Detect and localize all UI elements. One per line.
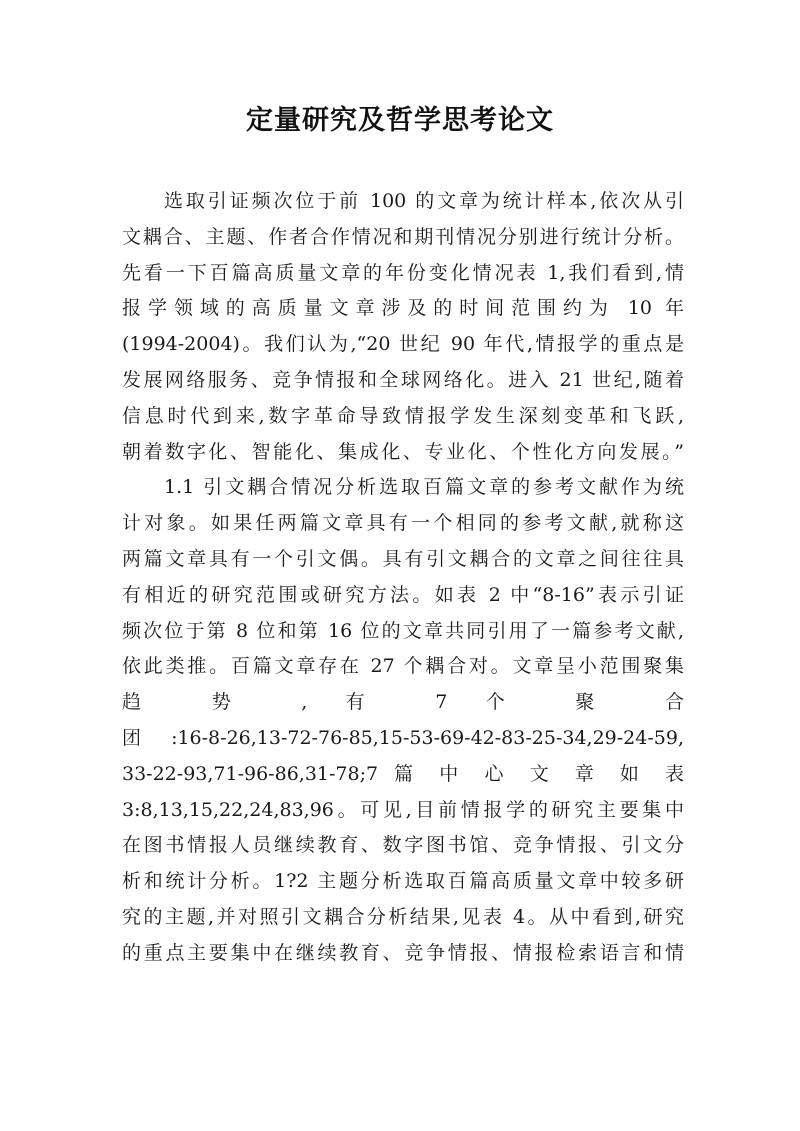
text-line: 发展网络服务、竞争情报和全球网络化。进入 21 世纪,随着 — [122, 368, 684, 391]
text-line: 3:8,13,15,22,24,83,96。可见,目前情报学的研究主要集中 — [122, 798, 684, 821]
text-line: 选取引证频次位于前 100 的文章为统计样本,依次从引 — [164, 190, 684, 212]
text-line: 报学领域的高质量文章涉及的时间范围约为 10 年 — [122, 297, 684, 320]
text-line: 信息时代到来,数字革命导致情报学发生深刻变革和飞跃, — [122, 404, 684, 427]
document-title: 定量研究及哲学思考论文 — [246, 105, 554, 136]
text-line: 朝着数字化、智能化、集成化、专业化、个性化方向发展。” — [122, 440, 684, 463]
text-line: 先看一下百篇高质量文章的年份变化情况表 1,我们看到,情 — [122, 261, 684, 284]
text-line: 33-22-93,71-96-86,31-78;7 篇 中 心 文 章 如 表 — [122, 762, 684, 785]
text-line: 的重点主要集中在继续教育、竞争情报、情报检索语言和情 — [122, 941, 684, 964]
text-line: 有相近的研究范围或研究方法。如表 2 中“8-16”表示引证 — [122, 583, 684, 606]
text-line: 文耦合、主题、作者合作情况和期刊情况分别进行统计分析。 — [122, 225, 684, 248]
text-line: 依此类推。百篇文章存在 27 个耦合对。文章呈小范围聚集 — [122, 655, 684, 678]
text-line: 团:16-8-26,13-72-76-85,15-53-69-42-83-25-34,29-24-59, — [122, 726, 684, 749]
document-body — [122, 184, 684, 972]
text-line: (1994-2004)。我们认为,“20 世纪 90 年代,情报学的重点是 — [122, 333, 684, 356]
text-line: 频次位于第 8 位和第 16 位的文章共同引用了一篇参考文献, — [122, 619, 684, 642]
text-line: 趋 势 , 有 7 个 聚 合 — [122, 691, 684, 714]
text-line: 在图书情报人员继续教育、数字图书馆、竞争情报、引文分 — [122, 834, 684, 857]
text-line: 两篇文章具有一个引文偶。具有引文耦合的文章之间往往具 — [122, 547, 684, 570]
text-line: 计对象。如果任两篇文章具有一个相同的参考文献,就称这 — [122, 512, 684, 535]
text-line: 究的主题,并对照引文耦合分析结果,见表 4。从中看到,研究 — [122, 905, 684, 928]
text-line: 析和统计分析。1?2 主题分析选取百篇高质量文章中较多研 — [122, 870, 684, 893]
text-line: 1.1 引文耦合情况分析选取百篇文章的参考文献作为统 — [164, 476, 684, 499]
